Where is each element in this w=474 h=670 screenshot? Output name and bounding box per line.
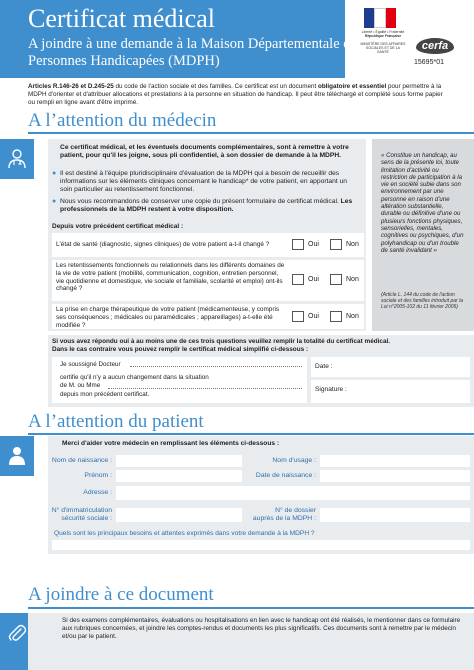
declaration-line-1 bbox=[60, 361, 300, 369]
medecin-bullet-1: Il est destiné à l'équipe pluridisciplinaire d'évaluation de la MDPH qui a besoin de recueillir des informations sur les éléments cliniques concernant le handicap* de votre patient, en apportant un soin particulier au retentissement fonctionnel. bbox=[60, 170, 347, 193]
declaration-line-4: depuis mon précédent certificat. bbox=[60, 391, 150, 398]
patient-name-input[interactable] bbox=[108, 388, 302, 389]
bullet-2-bold: Les professionnels de la MDPH restent à votre disposition. bbox=[60, 198, 353, 213]
immatriculation-label-2: sécurité sociale : bbox=[61, 514, 112, 522]
date-label: Date : bbox=[315, 363, 333, 370]
adresse-label: Adresse : bbox=[83, 489, 112, 496]
dossier-mdph-label-1: N° de dossier bbox=[275, 507, 316, 514]
nom-usage-label: Nom d'usage : bbox=[272, 457, 316, 464]
bullet-icon: ● bbox=[52, 198, 57, 205]
date-naissance-label: Date de naissance : bbox=[255, 472, 316, 479]
intro-text bbox=[28, 83, 448, 107]
ministry-name: MINISTÈRE DES AFFAIRES SOCIALES ET DE LA SANTÉ bbox=[360, 42, 406, 54]
logo-republic: République Française bbox=[364, 34, 402, 38]
label-non: Non bbox=[346, 276, 359, 283]
checkbox-oui[interactable] bbox=[292, 239, 304, 250]
bullet-icon: ● bbox=[52, 170, 57, 177]
dossier-mdph-label-2: auprès de la MDPH : bbox=[252, 514, 316, 522]
simplified-head-2: Dans le cas contraire vous pouvez remplir le certificat médical simplifié ci-dessous : bbox=[52, 346, 309, 353]
intro-articles: Articles R.146-26 et D.245-25 bbox=[28, 83, 114, 90]
document-title: Certificat médical bbox=[28, 4, 215, 33]
immatriculation-label bbox=[40, 507, 112, 522]
section-title-joindre: A joindre à ce document bbox=[28, 584, 214, 605]
prenom-input[interactable] bbox=[116, 470, 242, 482]
section-divider bbox=[28, 433, 474, 435]
dossier-mdph-input[interactable] bbox=[320, 508, 470, 522]
cerfa-logo: cerfa bbox=[416, 38, 454, 54]
medecin-para-1: Ce certificat médical, et les éventuels documents complémentaires, sont à remettre à votre patient, pour qu'il les joigne, sous pli confidentiel, à son dossier de demande à la MDPH. bbox=[60, 144, 349, 159]
immatriculation-input[interactable] bbox=[116, 508, 242, 522]
questions-header: Depuis votre précédent certificat médical : bbox=[52, 223, 184, 230]
logo-motto: Liberté • Égalité • Fraternité bbox=[361, 30, 405, 34]
question-text: La prise en charge thérapeutique de votre patient (médicamenteuse, y compris ses conséquences ; médicales ou paramédicales ; appareillages) a-t-elle été modifiée ? bbox=[56, 306, 280, 329]
besoins-input[interactable] bbox=[52, 540, 470, 550]
section-divider bbox=[28, 132, 474, 134]
label-non: Non bbox=[346, 241, 359, 248]
checkbox-non[interactable] bbox=[330, 239, 342, 250]
patient-panel-header: Merci d'aider votre médecin en remplissant les éléments ci-dessous : bbox=[62, 440, 280, 447]
document-subtitle: A joindre à une demande à la Maison Départementale des Personnes Handicapées (MDPH) bbox=[28, 36, 363, 69]
declaration-doctor-label: Je soussigné Docteur bbox=[60, 361, 121, 368]
section-title-medecin: A l’attention du médecin bbox=[28, 110, 217, 131]
question-row bbox=[52, 233, 364, 257]
section-title-patient: A l’attention du patient bbox=[28, 411, 204, 432]
doctor-icon bbox=[0, 139, 34, 179]
french-flag-icon bbox=[364, 8, 396, 28]
prenom-label: Prénom : bbox=[84, 472, 112, 479]
besoins-question: Quels sont les principaux besoins et attentes exprimés dans votre demande à la MDPH ? bbox=[54, 530, 315, 537]
intro-text-2: pour permettre à la MDPH d'orienter et d'attribuer allocations et prestations à la personne en situation de handicap. Il peut être téléchargé et complété sous forme papier ou rempli en ligne avant d'être imprimé. bbox=[28, 83, 443, 106]
label-non: Non bbox=[346, 313, 359, 320]
medecin-bullet-2 bbox=[60, 198, 360, 214]
label-oui: Oui bbox=[308, 241, 319, 248]
intro-bold-obligatoire: obligatoire et essentiel bbox=[317, 83, 387, 90]
document-header bbox=[0, 0, 474, 80]
nom-naissance-label: Nom de naissance : bbox=[51, 457, 112, 464]
date-naissance-input[interactable] bbox=[320, 470, 470, 482]
nom-naissance-input[interactable] bbox=[116, 455, 242, 467]
simplified-certificate-header bbox=[52, 338, 470, 354]
handicap-definition-reference: (Article L. 144 du code de l'action sociale et des familles introduit par la Loi n°2005-102 du 11 février 2005) bbox=[381, 292, 463, 310]
checkbox-oui[interactable] bbox=[292, 274, 304, 285]
adresse-input[interactable] bbox=[116, 486, 470, 500]
immatriculation-label-1: N° d'immatriculation bbox=[51, 507, 112, 514]
joindre-text-2: le mentionner dans ce formulaire aux rubriques concernées, et joindre les comptes-rendus et documents les plus significatifs. Ces documents sont à remettre par le médecin et/ou par le patient. bbox=[62, 617, 461, 640]
joindre-text bbox=[62, 617, 470, 641]
declaration-line-3: de M. ou Mme bbox=[60, 382, 101, 389]
declaration-line-2: certifie qu'il n'y a aucun changement dans la situation bbox=[60, 374, 209, 381]
signature-label: Signature : bbox=[315, 386, 347, 393]
joindre-text-1: Si des examens complémentaires, évaluations ou hospitalisations en lien avec le handicap ont été réalisés, bbox=[62, 617, 368, 624]
section-divider bbox=[28, 607, 474, 609]
label-oui: Oui bbox=[308, 313, 319, 320]
question-text: L'état de santé (diagnostic, signes cliniques) de votre patient a-t-il changé ? bbox=[56, 241, 270, 248]
checkbox-non[interactable] bbox=[330, 311, 342, 322]
question-row bbox=[52, 260, 364, 301]
checkbox-oui[interactable] bbox=[292, 311, 304, 322]
nom-usage-input[interactable] bbox=[320, 455, 470, 467]
republique-francaise-logo bbox=[360, 4, 406, 58]
date-field[interactable] bbox=[311, 357, 470, 377]
question-text: Les retentissements fonctionnels ou relationnels dans les différents domaines de la vie de votre patient (mobilité, communication, cognition, entretien personnel, vie quotidienne et domestique, vie sociale et familiale, scolarité et emploi) ont-ils changé ? bbox=[56, 262, 285, 293]
handicap-definition-quote: « Constitue un handicap, au sens de la présente loi, toute limitation d'activité ou restriction de participation à la vie en société subie dans son environnement par une personne en raison d'une altération substantielle, durable ou définitive d'une ou plusieurs fonctions physiques, sensorielles, mentales, cognitives ou psychiques, d'un polyhandicap ou d'un trouble de santé invalidant » bbox=[381, 152, 464, 254]
dossier-mdph-label bbox=[246, 507, 316, 522]
intro-text-1: du code de l'action sociale et des familles. Ce certificat est un document bbox=[113, 83, 318, 90]
doctor-name-input[interactable] bbox=[130, 366, 302, 367]
simplified-head-1: Si vous avez répondu oui à au moins une de ces trois questions veuillez remplir la totalité du certificat médical. bbox=[52, 338, 391, 345]
checkbox-non[interactable] bbox=[330, 274, 342, 285]
bullet-2-text: Nous vous recommandons de conserver une copie du présent formulaire de certificat médical. bbox=[60, 198, 341, 205]
question-row bbox=[52, 304, 364, 329]
cerfa-number: 15695*01 bbox=[414, 59, 444, 66]
person-icon bbox=[0, 436, 34, 476]
label-oui: Oui bbox=[308, 276, 319, 283]
